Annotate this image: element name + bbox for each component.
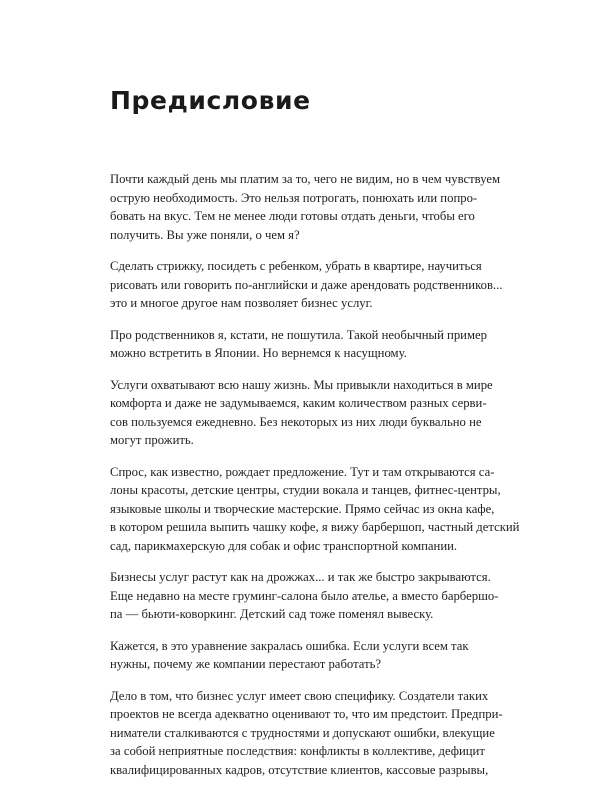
paragraph-5	[110, 463, 520, 556]
text-line: получить. Вы уже поняли, о чем я?	[110, 227, 300, 242]
text-line: в котором решила выпить чашку кофе, я вижу барбершоп, частный детский	[110, 520, 520, 534]
text-line: могут прожить.	[110, 433, 194, 447]
text-line: комфорта и даже не задумываемся, каким количеством разных серви-	[110, 396, 487, 410]
text-line: Сделать стрижку, посидеть с ребенком, убрать в квартире, научиться	[110, 259, 482, 273]
text-line: квалифицированных кадров, отсутствие клиентов, кассовые разрывы,	[110, 762, 489, 777]
paragraph-8	[110, 687, 503, 780]
paragraph-6	[110, 568, 499, 624]
text-line: сов пользуемся ежедневно. Без некоторых из них люди буквально не	[110, 414, 482, 429]
paragraph-1	[110, 170, 501, 244]
chapter-title: Предисловие	[110, 86, 311, 115]
paragraph-7	[110, 637, 492, 674]
paragraph-2	[110, 257, 503, 313]
text-line: Дело в том, что бизнес услуг имеет свою специфику. Создатели таких	[110, 688, 489, 703]
paragraph-3	[110, 326, 492, 363]
text-line: можно встретить в Японии. Но вернемся к насущному.	[110, 346, 407, 360]
text-line: Кажется, в это уравнение закралась ошибка. Если услуги всем так	[110, 638, 469, 653]
text-line: Бизнесы услуг растут как на дрожжах... и так же быстро закрываются.	[110, 570, 491, 584]
text-line: острую необходимость. Это нельзя потрогать, понюхать или попро-	[110, 190, 478, 205]
text-line: сад, парикмахерскую для собак и офис транспортной компании.	[110, 538, 458, 553]
text-line: Про родственников я, кстати, не пошутила. Такой необычный пример	[110, 327, 487, 342]
paragraph-4	[110, 376, 492, 450]
text-line: за собой неприятные последствия: конфликты в коллективе, дефицит	[110, 744, 485, 758]
text-line: бовать на вкус. Тем не менее люди готовы отдать деньги, чтобы его	[110, 209, 475, 223]
text-line: лоны красоты, детские центры, студии вокала и танцев, фитнес-центры,	[110, 483, 501, 497]
text-line: это и многое другое нам позволяет бизнес услуг.	[110, 296, 373, 310]
text-line: Почти каждый день мы платим за то, чего не видим, но в чем чувствуем	[110, 172, 501, 186]
text-line: рисовать или говорить по-английски и даже арендовать родственников...	[110, 277, 503, 292]
text-line: Еще недавно на месте груминг-салона было ателье, а вместо барбершо-	[110, 588, 499, 603]
text-line: языковые школы и творческие мастерские. Прямо сейчас из окна кафе,	[110, 501, 495, 516]
text-line: Услуги охватывают всю нашу жизнь. Мы привыкли находиться в мире	[110, 377, 493, 392]
text-line: па — бьюти-коворкинг. Детский сад тоже поменял вывеску.	[110, 607, 434, 621]
body-text	[110, 170, 520, 792]
text-line: нужны, почему же компании перестают работать?	[110, 657, 382, 671]
text-line: проектов не всегда адекватно оценивают то, что им предстоит. Предпри-	[110, 707, 503, 721]
text-line: ниматели сталкиваются с трудностями и допускают ошибки, влекущие	[110, 725, 495, 740]
text-line: Спрос, как известно, рождает предложение. Тут и там открываются са-	[110, 464, 495, 479]
